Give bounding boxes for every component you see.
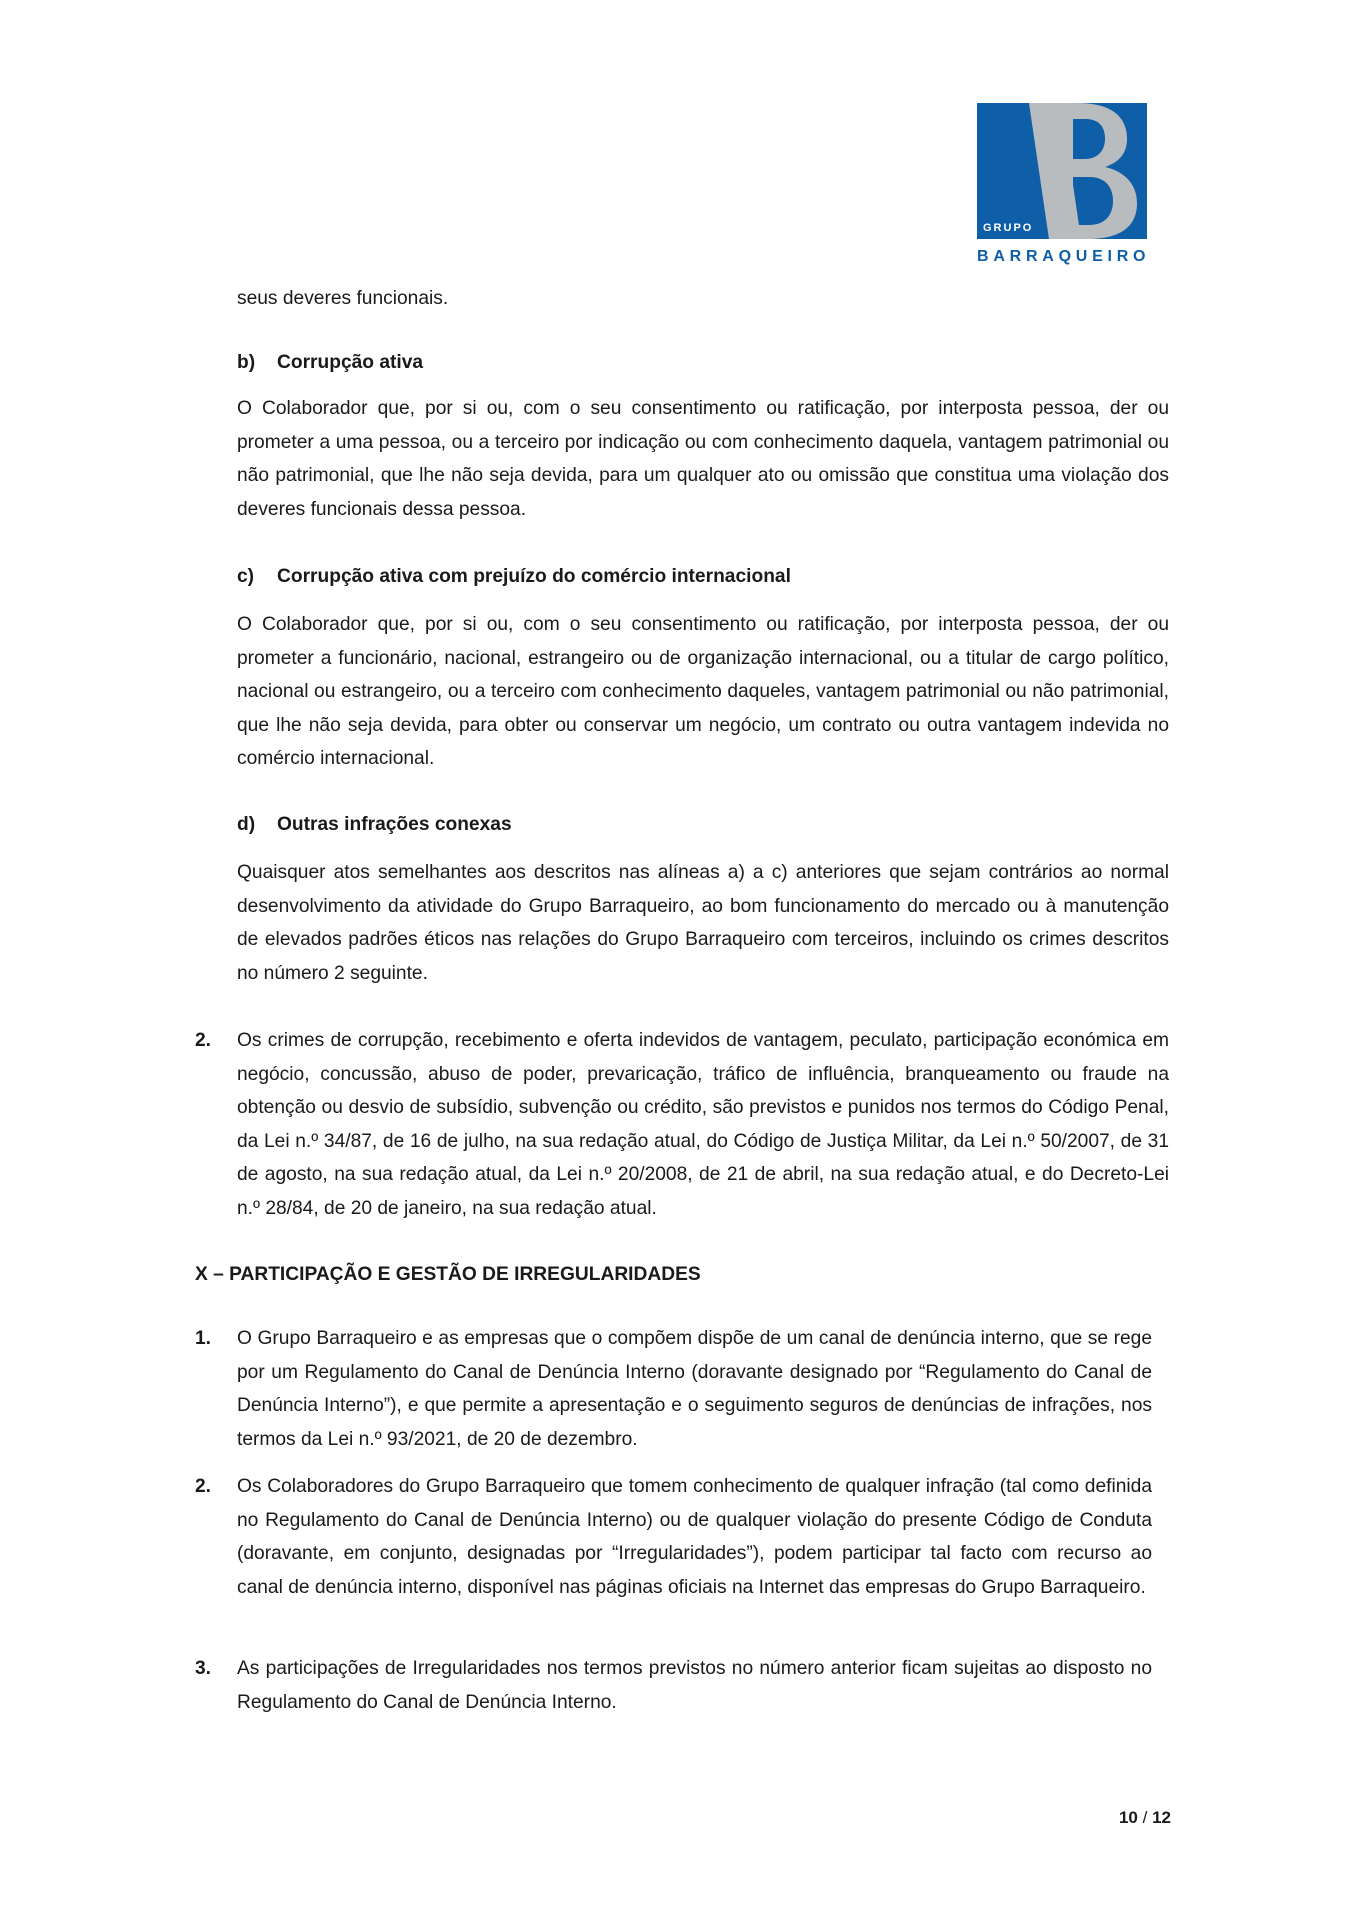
subsection-b-text: O Colaborador que, por si ou, com o seu consentimento ou ratificação, por interposta pessoa, der ou prometer a uma pessoa, ou a terceiro por indicação ou com conhecimento daquela, vantagem patrimonial ou não patrimonial, que lhe não seja devida, para um qualquer ato ou omissão que constitua uma violação dos deveres funcionais dessa pessoa. [237, 398, 1169, 520]
section-x-title: X – PARTICIPAÇÃO E GESTÃO DE IRREGULARIDADES [195, 1264, 701, 1285]
subsection-title: Corrupção ativa com prejuízo do comércio internacional [277, 566, 791, 587]
svg-text:GRUPO: GRUPO [983, 222, 1034, 234]
page-total: 12 [1152, 1808, 1171, 1827]
section-x-item-3-number: 3. [195, 1658, 212, 1679]
page-separator: / [1142, 1808, 1148, 1827]
subsection-letter: d) [237, 814, 256, 835]
subsection-d-text: Quaisquer atos semelhantes aos descritos nas alíneas a) a c) anteriores que sejam contrários ao normal desenvolvimento da atividade do Grupo Barraqueiro, ao bom funcionamento do mercado ou à manutenção de elevados padrões éticos nas relações do Grupo Barraqueiro com terceiros, incluindo os crimes descritos no número 2 seguinte. [237, 862, 1169, 984]
section-x-item-1-text: O Grupo Barraqueiro e as empresas que o compõem dispõe de um canal de denúncia interno, que se rege por um Regulamento do Canal de Denúncia Interno (doravante designado por “Regulamento do Canal de Denúncia Interno”), e que permite a apresentação e o seguimento seguros de denúncias de infrações, nos termos da Lei n.º 93/2021, de 20 de dezembro. [237, 1328, 1152, 1450]
item-2-number: 2. [195, 1030, 212, 1051]
subsection-d-heading [237, 810, 512, 840]
section-x-item-1-number: 1. [195, 1328, 212, 1349]
page-number [1119, 1808, 1171, 1828]
grupo-barraqueiro-logo [977, 103, 1147, 265]
subsection-letter: b) [237, 352, 256, 373]
subsection-c-text: O Colaborador que, por si ou, com o seu consentimento ou ratificação, por interposta pessoa, der ou prometer a funcionário, nacional, estrangeiro ou de organização internacional, ou a titular de cargo político, nacional ou estrangeiro, ou a terceiro com conhecimento daqueles, vantagem patrimonial ou não patrimonial, que lhe não seja devida, para obter ou conservar um negócio, um contrato ou outra vantagem indevida no comércio internacional. [237, 614, 1169, 769]
subsection-title: Outras infrações conexas [277, 814, 512, 835]
subsection-title: Corrupção ativa [277, 352, 424, 373]
intro-line: seus deveres funcionais. [237, 288, 449, 309]
page-current: 10 [1118, 1808, 1138, 1827]
section-x-item-2-text: Os Colaboradores do Grupo Barraqueiro que tomem conhecimento de qualquer infração (tal como definida no Regulamento do Canal de Denúncia Interno) ou de qualquer violação do presente Código de Conduta (doravante, em conjunto, designadas por “Irregularidades”), podem participar tal facto com recurso ao canal de denúncia interno, disponível nas páginas oficiais na Internet das empresas do Grupo Barraqueiro. [237, 1476, 1152, 1598]
subsection-b-heading [237, 348, 423, 378]
section-x-item-3-text: As participações de Irregularidades nos termos previstos no número anterior ficam sujeitas ao disposto no Regulamento do Canal de Denúncia Interno. [237, 1658, 1152, 1713]
logo-graphic [977, 103, 1147, 265]
section-x-item-2-number: 2. [195, 1476, 212, 1497]
svg-text:BARRAQUEIRO: BARRAQUEIRO [977, 248, 1147, 265]
item-2-text: Os crimes de corrupção, recebimento e oferta indevidos de vantagem, peculato, participação económica em negócio, concussão, abuso de poder, prevaricação, tráfico de influência, branqueamento ou fraude na obtenção ou desvio de subsídio, subvenção ou crédito, são previstos e punidos nos termos do Código Penal, da Lei n.º 34/87, de 16 de julho, na sua redação atual, do Código de Justiça Militar, da Lei n.º 50/2007, de 31 de agosto, na sua redação atual, da Lei n.º 20/2008, de 21 de abril, na sua redação atual, e do Decreto-Lei n.º 28/84, de 20 de janeiro, na sua redação atual. [237, 1030, 1169, 1219]
subsection-letter: c) [237, 566, 255, 587]
subsection-c-heading [237, 562, 791, 592]
